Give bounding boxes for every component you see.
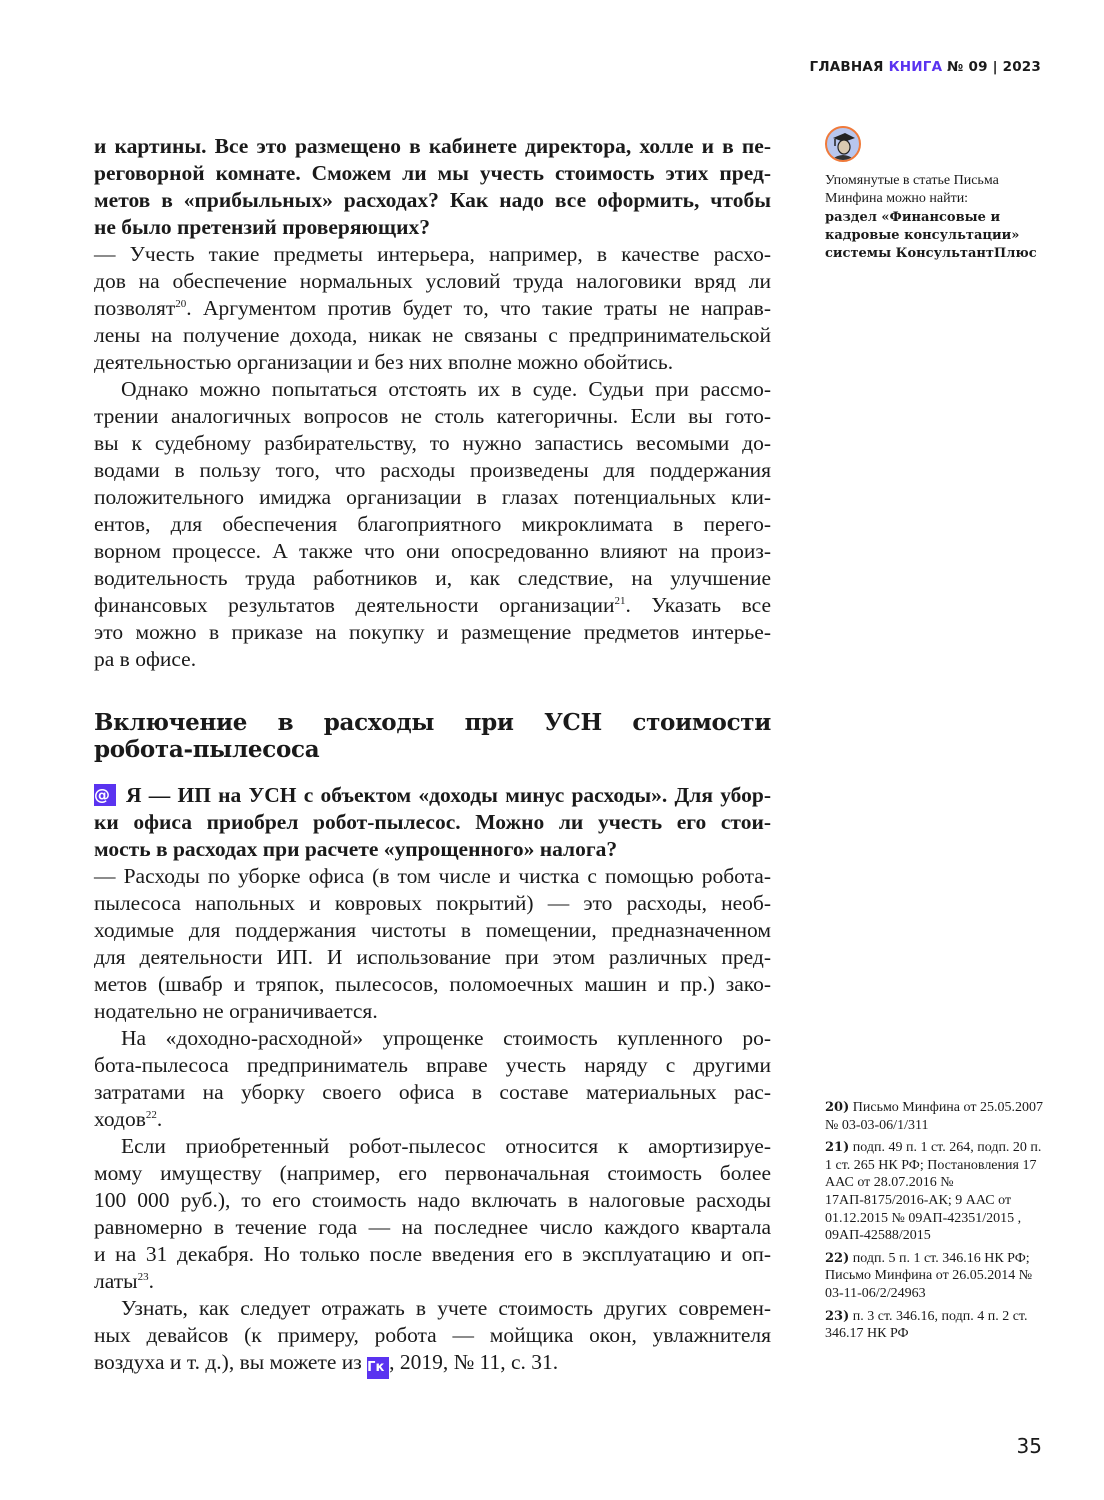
text-line [94,430,771,457]
text-line [94,160,771,187]
answer-block [94,241,771,376]
footnote-number: 23) [825,1308,850,1324]
text-line [94,295,771,322]
text-segment: , 2019, № 11, с. 31. [389,1350,559,1374]
footnote-number: 21) [825,1140,850,1156]
text-segment: метов в «прибыльных» расходах? Как надо все оформить, чтобы [94,188,771,212]
text-segment: пылесоса напольных и ковровых покрытий) — это расходы, необ- [94,891,771,915]
text-segment: ки офиса приобрел робот-пылесос. Можно ли учесть его стои- [94,810,771,834]
text-line [94,709,771,736]
text-line [94,376,771,403]
text-segment: метов (швабр и тряпок, пылесосов, поломоечных машин и пр.) зако- [94,972,771,996]
text-segment: бота-пылесоса предприниматель вправе учесть наряду с другими [94,1053,771,1077]
text-segment: для деятельности ИП. И использование при этом различных пред- [94,945,771,969]
text-segment: нодательно не ограничивается. [94,999,378,1023]
brand-name: ГЛАВНАЯ [809,59,884,75]
text-line [94,187,771,214]
footnote [825,1250,1050,1303]
text-line [94,646,771,673]
text-segment: реговорной комнате. Сможем ли мы учесть стоимость этих пред- [94,161,771,185]
text-line [94,1214,771,1241]
text-segment: На «доходно-расходной» упрощенке стоимость купленного ро- [121,1026,771,1050]
text-segment: — Расходы по уборке офиса (в том числе и чистка с помощью робота- [94,864,771,888]
text-segment: . Указать все [625,593,771,617]
text-segment: это можно в приказе на покупку и размещение предметов интерье- [94,620,771,644]
footnote-ref[interactable]: 20 [175,297,187,310]
text-segment: финансовых результатов деятельности организации [94,593,615,617]
text-line [94,511,771,538]
issue-number: № 09 | 2023 [947,59,1041,75]
paragraph-block [94,376,771,673]
text-segment: и на 31 декабря. Но только после введения его в эксплуатацию и оп- [94,1242,771,1266]
text-line [94,1295,771,1322]
text-segment: 100 000 руб.), то его стоимость надо включать в налоговые расходы [94,1188,771,1212]
text-segment: водами в пользу того, что расходы произведены для поддержания [94,458,771,482]
footnote [825,1308,1050,1343]
page-number: 35 [1016,1434,1042,1458]
text-line [94,457,771,484]
text-segment: деятельностью организации и без них вполне можно обойтись. [94,350,674,374]
text-line [94,944,771,971]
footnote-ref[interactable]: 23 [137,1270,149,1283]
footnote [825,1139,1050,1245]
text-segment: равномерно в течение года — на последнее число каждого квартала [94,1215,771,1239]
text-line [94,241,771,268]
text-line [94,349,771,376]
sidebar-note-text: Упомянутые в статье Письма Минфина можно найти: [825,173,999,206]
text-line [94,1241,771,1268]
text-line [94,1268,771,1295]
text-segment: ных девайсов (к примеру, робота — мойщика окон, увлажнителя [94,1323,771,1347]
text-line [94,917,771,944]
text-segment: ворном процессе. А также что они опосредованно влияют на произ- [94,539,771,563]
text-line [94,809,771,836]
text-line [94,971,771,998]
footnote-text: Письмо Минфина от 25.05.2007 № 03-03-06/1/311 [825,1100,1043,1133]
text-line [94,268,771,295]
text-line [94,484,771,511]
text-segment: воздуха и т. д.), вы можете из [94,1350,368,1374]
magazine-masthead [810,59,1041,75]
email-question-icon: @ [94,784,116,806]
text-line [94,619,771,646]
footnote-number: 22) [825,1250,850,1266]
text-line [94,1106,771,1133]
paragraph-block [94,1295,771,1376]
text-segment: позволят [94,296,176,320]
footnote-ref[interactable]: 22 [145,1108,157,1121]
text-segment: . Аргументом против будет то, что такие траты не направ- [186,296,771,320]
footnote-number: 20) [825,1100,850,1115]
text-segment: . [148,1269,154,1293]
text-segment: латы [94,1269,138,1293]
text-segment: трении аналогичных вопросов не столь категоричны. Если вы гото- [94,404,771,428]
text-line [94,836,771,863]
text-line [94,782,771,809]
text-line [94,736,771,763]
section-heading [94,709,771,763]
text-segment: Я — ИП на УСН с объектом «доходы минус расходы». Для убор- [126,783,771,807]
text-line [94,1187,771,1214]
text-line [94,403,771,430]
text-segment: положительного имиджа организации в глазах потенциальных кли- [94,485,771,509]
text-segment: затратами на уборку своего офиса в составе материальных рас- [94,1080,771,1104]
article-body [94,133,771,1376]
text-segment: лены на получение дохода, никак не связаны с предпринимательской [94,323,771,347]
footnote-ref[interactable]: 21 [614,594,626,607]
footnote-text: подп. 49 п. 1 ст. 264, подп. 20 п. 1 ст. 265 НК РФ; Постановления 17 ААС от 28.07.2016 № 17АП-8175/2016-АК; 9 ААС от 01.12.2015 № 09АП-42351/2015 , 09АП-42588/2015 [825,1140,1042,1244]
text-segment: — Учесть такие предметы интерьера, например, в качестве расхо- [94,242,771,266]
footnote-text: подп. 5 п. 1 ст. 346.16 НК РФ; Письмо Минфина от 26.05.2014 № 03-11-06/2/24963 [825,1250,1033,1301]
text-segment: вы к судебному разбирательству, то нужно запастись весомыми до- [94,431,771,455]
text-segment: ходов [94,1107,146,1131]
brand-name-accent: КНИГА [888,59,943,75]
text-segment: ра в офисе. [94,647,197,671]
text-line [94,538,771,565]
text-line [94,998,771,1025]
sidebar-source: раздел «Финансовые и кадровые консультации» системы КонсультантПлюс [825,210,1037,261]
text-line [94,863,771,890]
paragraph-block [94,1133,771,1295]
footnote [825,1099,1050,1134]
question-block [94,133,771,241]
text-line [94,1322,771,1349]
text-segment: . [156,1107,163,1131]
glavkniga-journal-icon[interactable]: Гк [367,1357,389,1379]
paragraph-block [94,1025,771,1133]
footnote-text: п. 3 ст. 346.16, подп. 4 п. 2 ст. 346.17 НК РФ [825,1308,1028,1342]
expert-avatar-icon [825,126,861,162]
text-segment: дов на обеспечение нормальных условий труда налоговики вряд ли [94,269,771,293]
text-segment: не было претензий проверяющих? [94,215,430,239]
text-segment: робота-пылесоса [94,736,320,763]
sidebar-note [825,172,1050,263]
text-segment: Узнать, как следует отражать в учете стоимость других современ- [121,1296,771,1320]
text-line [94,133,771,160]
text-line [94,1133,771,1160]
text-segment: ентов, для обеспечения благоприятного микроклимата в перего- [94,512,771,536]
text-line [94,1025,771,1052]
text-line [94,1160,771,1187]
text-segment: и картины. Все это размещено в кабинете директора, холле и в пе- [94,134,771,158]
text-segment: водительность труда работников и, как следствие, на улучшение [94,566,771,590]
text-line [94,1079,771,1106]
footnotes [825,1099,1050,1348]
question-block [94,782,771,863]
text-line [94,322,771,349]
text-line [94,592,771,619]
text-line [94,214,771,241]
text-segment: мому имуществу (например, его первоначальная стоимость более [94,1161,771,1185]
text-line [94,1349,771,1376]
text-segment: Включение в расходы при УСН стоимости [94,709,771,736]
text-line [94,890,771,917]
text-line [94,565,771,592]
answer-block [94,863,771,1025]
text-segment: Однако можно попытаться отстоять их в суде. Судьи при рассмо- [121,377,771,401]
text-line [94,1052,771,1079]
text-segment: Если приобретенный робот-пылесос относится к амортизируе- [121,1134,771,1158]
text-segment: мость в расходах при расчете «упрощенного» налога? [94,837,618,861]
text-segment: ходимые для поддержания чистоты в помещении, предназначенном [94,918,771,942]
